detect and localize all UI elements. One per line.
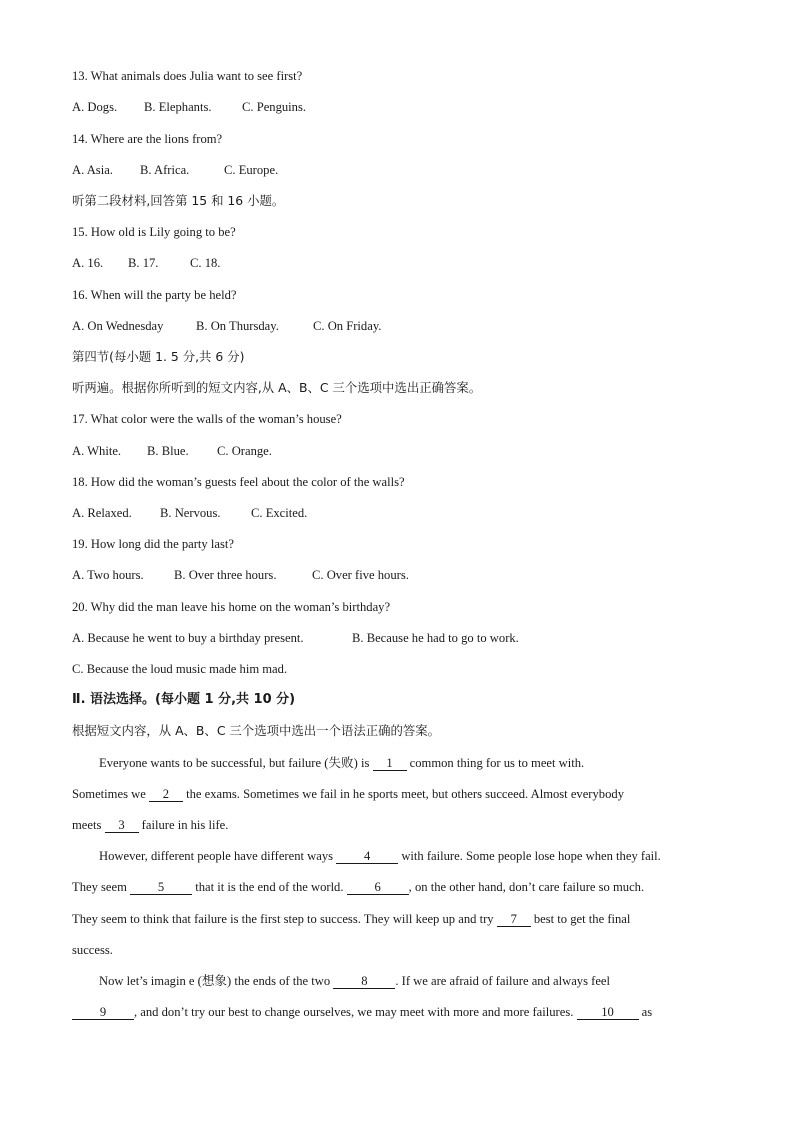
option-a: A. Two hours. — [72, 568, 144, 582]
question-15-options — [72, 254, 220, 272]
part-2-instruction: 听第二段材料,回答第 15 和 16 小题。 — [72, 193, 285, 208]
option-b: B. Nervous. — [160, 506, 221, 520]
question-20-option-c: C. Because the loud music made him mad. — [72, 662, 288, 676]
option-a: A. Asia. — [72, 163, 113, 177]
grammar-directions: 根据短文内容，从 A、B、C 三个选项中选出一个语法正确的答案。 — [72, 723, 441, 738]
question-18-options — [72, 504, 307, 522]
blank-7: 7 — [497, 912, 531, 927]
passage-text: , and don’t try our best to change ourselves, we may meet with more and more failures. — [134, 1005, 577, 1019]
option-a: A. White. — [72, 444, 122, 458]
passage-text: They seem — [72, 880, 131, 894]
blank-10: 10 — [577, 1005, 639, 1020]
passage-text: failure in his life. — [138, 818, 229, 832]
option-a: A. On Wednesday — [72, 319, 164, 333]
grammar-section-heading: Ⅱ. 语法选择。(每小题 1 分,共 10 分) — [72, 692, 296, 707]
question-15-stem: 15. How old is Lily going to be? — [72, 225, 236, 239]
passage-text: However, different people have different ways — [99, 849, 337, 863]
passage-p2-line4: success. — [72, 943, 113, 957]
question-20-options-ab — [72, 629, 519, 647]
question-14-stem: 14. Where are the lions from? — [72, 132, 223, 146]
blank-3: 3 — [105, 818, 139, 833]
question-18-stem: 18. How did the woman’s guests feel about the color of the walls? — [72, 475, 405, 489]
passage-text: as — [638, 1005, 653, 1019]
question-13-stem: 13. What animals does Julia want to see first? — [72, 69, 303, 83]
question-16-stem: 16. When will the party be held? — [72, 288, 237, 302]
option-b: B. Because he had to go to work. — [352, 631, 519, 645]
blank-4: 4 — [336, 849, 398, 864]
blank-8: 8 — [333, 974, 395, 989]
passage-p2-line1 — [99, 847, 661, 865]
blank-6: 6 — [347, 880, 409, 895]
passage-text: the exams. Sometimes we fail in he sports meet, but others succeed. Almost everybody — [182, 787, 624, 801]
option-c: C. On Friday. — [313, 319, 382, 333]
passage-p1-line3 — [72, 816, 228, 834]
passage-p3-line2 — [72, 1003, 652, 1021]
passage-text: . If we are afraid of failure and always feel — [395, 974, 611, 988]
question-16-options — [72, 317, 381, 335]
option-c: C. Excited. — [251, 506, 308, 520]
question-19-stem: 19. How long did the party last? — [72, 537, 234, 551]
option-a: A. Relaxed. — [72, 506, 132, 520]
blank-2: 2 — [149, 787, 183, 802]
passage-text: with failure. Some people lose hope when they fail. — [398, 849, 661, 863]
option-b: B. 17. — [128, 256, 159, 270]
section-4-heading: 第四节(每小题 1. 5 分,共 6 分) — [72, 349, 245, 364]
question-17-options — [72, 442, 272, 460]
option-c: C. Penguins. — [242, 100, 307, 114]
option-c: C. 18. — [190, 256, 221, 270]
section-4-directions: 听两遍。根据你所听到的短文内容,从 A、B、C 三个选项中选出正确答案。 — [72, 380, 482, 395]
passage-p3-line1 — [99, 972, 610, 990]
blank-9: 9 — [72, 1005, 134, 1020]
option-c: C. Over five hours. — [312, 568, 409, 582]
blank-1: 1 — [373, 756, 407, 771]
passage-text: common thing for us to meet with. — [406, 756, 585, 770]
passage-p2-line3 — [72, 910, 630, 928]
option-a: A. 16. — [72, 256, 104, 270]
option-a: A. Because he went to buy a birthday present. — [72, 631, 304, 645]
option-b: B. Africa. — [140, 163, 190, 177]
passage-p2-line2 — [72, 878, 644, 896]
blank-5: 5 — [130, 880, 192, 895]
option-b: B. Over three hours. — [174, 568, 277, 582]
question-13-options — [72, 98, 306, 116]
passage-text: meets — [72, 818, 105, 832]
question-20-stem: 20. Why did the man leave his home on the woman’s birthday? — [72, 600, 391, 614]
option-a: A. Dogs. — [72, 100, 118, 114]
option-c: C. Europe. — [224, 163, 279, 177]
passage-p1-line2 — [72, 785, 624, 803]
option-b: B. Elephants. — [144, 100, 212, 114]
question-14-options — [72, 161, 278, 179]
passage-text: , on the other hand, don’t care failure so much. — [408, 880, 645, 894]
question-19-options — [72, 566, 409, 584]
passage-text: They seem to think that failure is the first step to success. They will keep up and try — [72, 912, 497, 926]
passage-text: best to get the final — [530, 912, 631, 926]
option-b: B. Blue. — [147, 444, 189, 458]
question-17-stem: 17. What color were the walls of the woman’s house? — [72, 412, 342, 426]
passage-text: Everyone wants to be successful, but failure (失败) is — [99, 756, 373, 770]
passage-text: Sometimes we — [72, 787, 149, 801]
option-b: B. On Thursday. — [196, 319, 279, 333]
passage-text: Now let’s imagin e (想象) the ends of the two — [99, 974, 334, 988]
option-c: C. Orange. — [217, 444, 272, 458]
passage-text: that it is the end of the world. — [192, 880, 347, 894]
passage-p1-line1 — [99, 754, 584, 772]
